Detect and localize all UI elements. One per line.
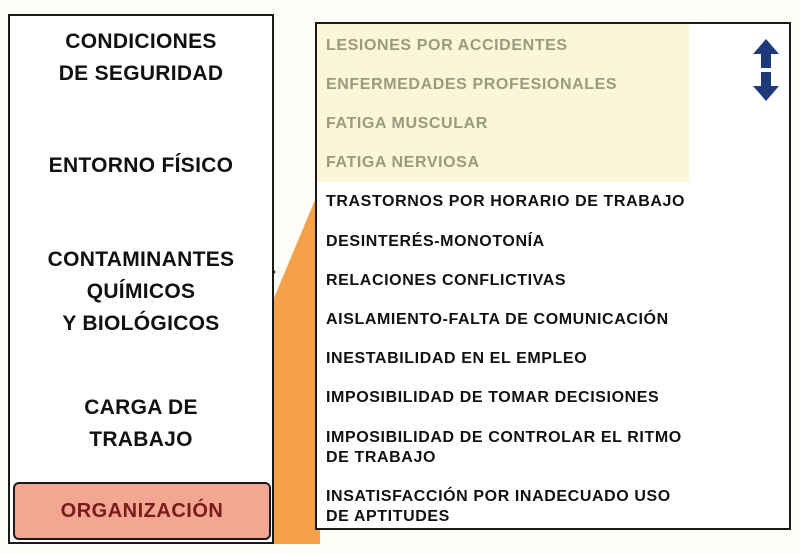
effect-item: IMPOSIBILIDAD DE CONTROLAR EL RITMO DE TRABAJO [326,429,682,466]
up-down-arrows-icon[interactable] [751,38,781,102]
effect-item: INSATISFACCIÓN POR INADECUADO USO DE APTITUDES [326,488,671,525]
connector-shape [274,188,320,544]
risk-categories-panel [8,14,274,544]
effect-item: DESINTERÉS-MONOTONÍA [326,233,545,250]
category-condiciones-seguridad[interactable]: CONDICIONES DE SEGURIDAD [58,30,224,85]
effect-item-faded: FATIGA MUSCULAR [326,115,488,132]
up-arrow-icon [753,39,779,68]
effect-item-faded: LESIONES POR ACCIDENTES [326,37,568,54]
effect-item-faded: FATIGA NERVIOSA [326,154,480,171]
down-arrow-icon [753,72,779,101]
category-organizacion-label: ORGANIZACIÓN [60,499,224,522]
effects-list-panel [315,22,791,530]
category-contaminantes[interactable]: CONTAMINANTES QUÍMICOS Y BIOLÓGICOS [47,248,235,335]
effect-item: TRASTORNOS POR HORARIO DE TRABAJO [326,193,686,210]
category-carga-trabajo[interactable]: CARGA DE TRABAJO [84,396,198,451]
effect-item: INESTABILIDAD EN EL EMPLEO [326,350,588,367]
effect-item-faded: ENFERMEDADES PROFESIONALES [326,76,618,93]
category-entorno-fisico[interactable]: ENTORNO FÍSICO [48,154,234,177]
effect-item: IMPOSIBILIDAD DE TOMAR DECISIONES [326,389,660,406]
effect-item: RELACIONES CONFLICTIVAS [326,272,567,289]
category-organizacion-selected[interactable] [13,482,271,540]
effect-item: AISLAMIENTO-FALTA DE COMUNICACIÓN [326,311,669,328]
